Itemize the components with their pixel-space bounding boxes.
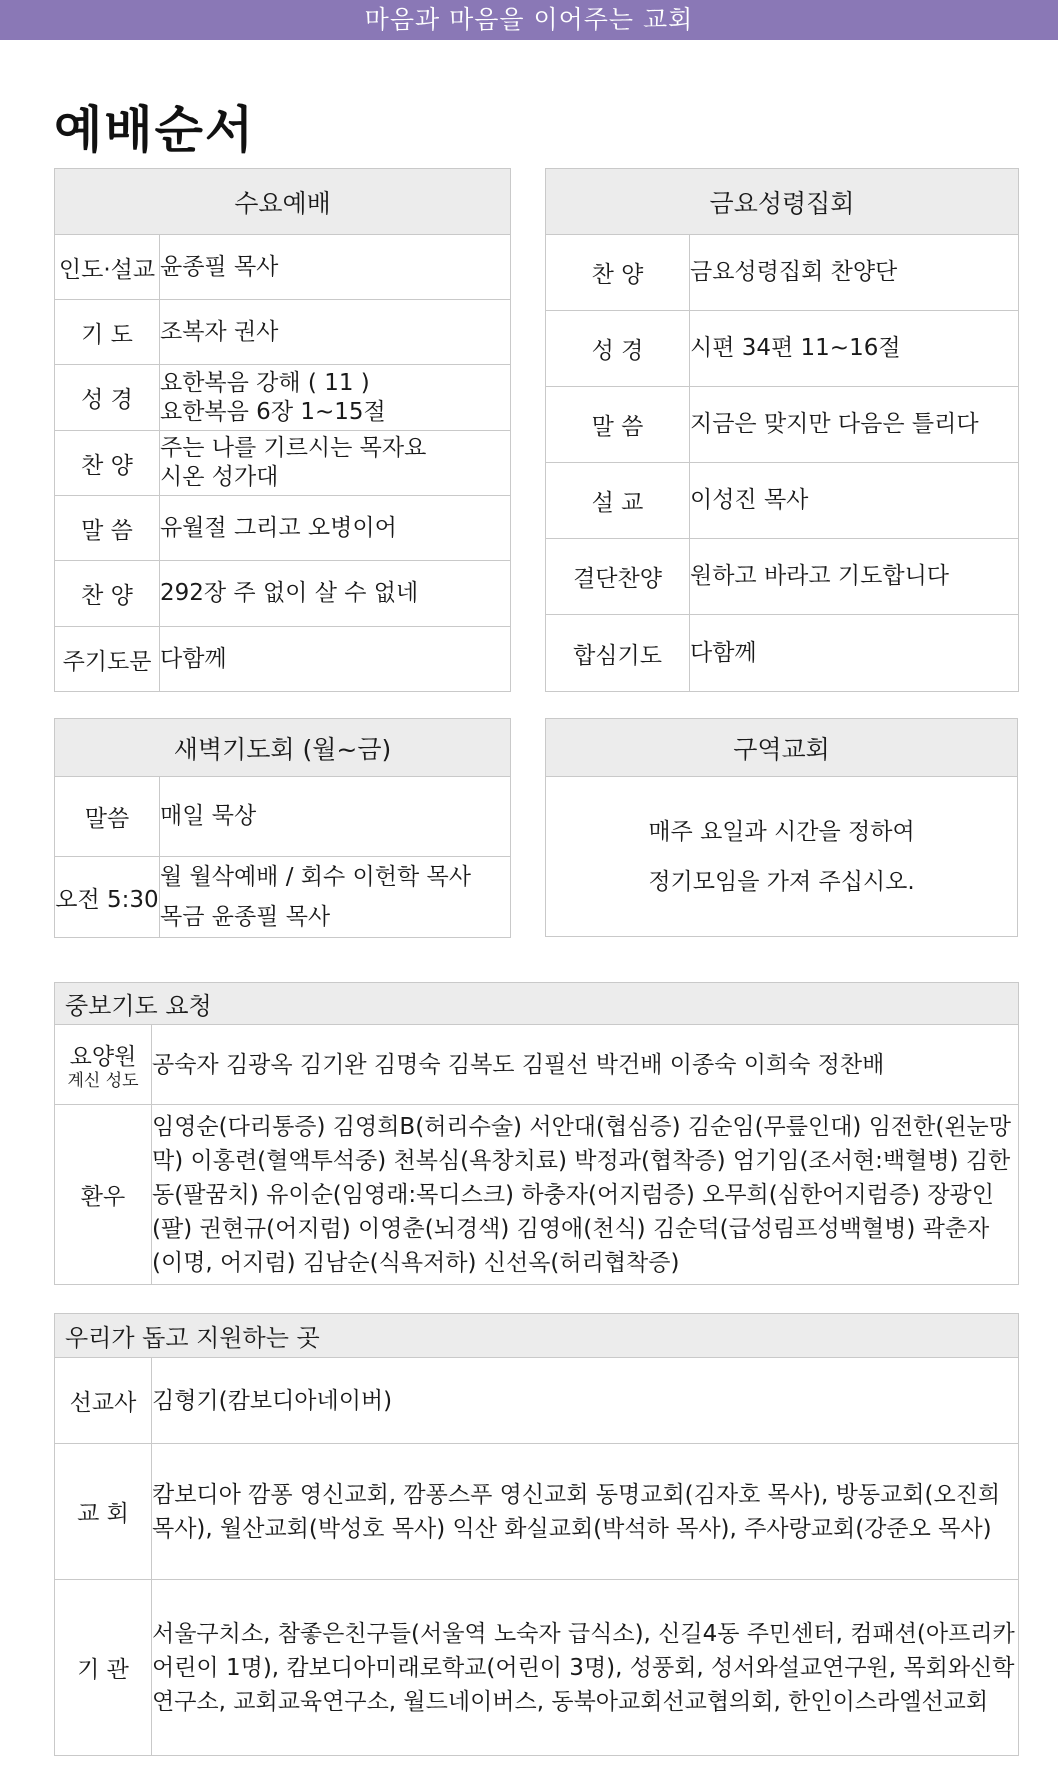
intercessory-prayer-table: [54, 982, 1019, 1285]
row-label: 환우: [55, 1105, 152, 1285]
friday-service-table: [545, 168, 1019, 692]
district-church-table: [545, 718, 1018, 937]
row-label: 찬 양: [546, 235, 690, 311]
row-value: 유월절 그리고 오병이어: [160, 496, 511, 561]
support-title: 우리가 돕고 지원하는 곳: [55, 1314, 1019, 1358]
row-value: 조복자 권사: [160, 300, 511, 365]
row-value: 주는 나를 기르시는 목자요 시온 성가대: [160, 431, 511, 496]
row-value: 시편 34편 11~16절: [690, 311, 1019, 387]
row-value: 요한복음 강해 ( 11 ) 요한복음 6장 1~15절: [160, 365, 511, 431]
row-value: 임영순(다리통증) 김영희B(허리수술) 서안대(협심증) 김순임(무릎인대) 임전한(왼눈망막) 이홍련(혈액투석중) 천복심(욕창치료) 박정과(협착증) 엄기임(조서현:백혈병) 김한동(팔꿈치) 유이순(임영래:목디스크) 하충자(어지럼증) 오무희(심한어지럼증) 장광인(팔) 권현규(어지럼) 이영춘(뇌경색) 김영애(천식) 김순덕(급성림프성백혈병) 곽춘자(이명, 어지럼) 김남순(식욕저하) 신선옥(허리협착증): [152, 1105, 1019, 1285]
dawn-prayer-table: [54, 718, 511, 938]
row-value: 다함께: [160, 627, 511, 692]
row-label: 주기도문: [55, 627, 160, 692]
prayer-title: 중보기도 요청: [55, 983, 1019, 1025]
row-label: 성 경: [55, 365, 160, 431]
row-label: 기 관: [55, 1580, 152, 1756]
row-label: 말 씀: [55, 496, 160, 561]
row-value: 다함께: [690, 615, 1019, 692]
row-value: 292장 주 없이 살 수 없네: [160, 561, 511, 627]
row-value: 서울구치소, 참좋은친구들(서울역 노숙자 급식소), 신길4동 주민센터, 컴패션(아프리카어린이 1명), 캄보디아미래로학교(어린이 3명), 성풍회, 성서와설교연구원, 목회와신학연구소, 교회교육연구소, 월드네이버스, 동북아교회선교협의회, 한인이스라엘선교회: [152, 1580, 1019, 1756]
row-value: 원하고 바라고 기도합니다: [690, 539, 1019, 615]
row-value: 공숙자 김광옥 김기완 김명숙 김복도 김필선 박건배 이종숙 이희숙 정찬배: [152, 1025, 1019, 1105]
row-value: 김형기(캄보디아네이버): [152, 1358, 1019, 1444]
row-label: 요양원 계신 성도: [55, 1025, 152, 1105]
row-label: 합심기도: [546, 615, 690, 692]
row-label: 말씀: [55, 777, 160, 857]
top-banner: 마음과 마음을 이어주는 교회: [0, 0, 1058, 40]
row-value: 이성진 목사: [690, 463, 1019, 539]
row-label: 찬 양: [55, 431, 160, 496]
row-label: 기 도: [55, 300, 160, 365]
row-label: 교 회: [55, 1444, 152, 1580]
row-value: 윤종필 목사: [160, 235, 511, 300]
district-message: 매주 요일과 시간을 정하여 정기모임을 가져 주십시오.: [546, 777, 1018, 937]
row-label: 찬 양: [55, 561, 160, 627]
wednesday-title: 수요예배: [55, 169, 511, 235]
row-value: 월 월삭예배 / 회수 이헌학 목사 목금 윤종필 목사: [160, 857, 511, 938]
row-label: 성 경: [546, 311, 690, 387]
row-label: 설 교: [546, 463, 690, 539]
support-table: [54, 1313, 1019, 1756]
row-sublabel: 계신 성도: [67, 1071, 139, 1091]
row-value: 캄보디아 깜퐁 영신교회, 깜퐁스푸 영신교회 동명교회(김자호 목사), 방동교회(오진희 목사), 월산교회(박성호 목사) 익산 화실교회(박석하 목사), 주사랑교회(강준오 목사): [152, 1444, 1019, 1580]
page-title: 예배순서: [54, 101, 256, 159]
row-label: 선교사: [55, 1358, 152, 1444]
row-value: 금요성령집회 찬양단: [690, 235, 1019, 311]
dawn-title: 새벽기도회 (월~금): [55, 719, 511, 777]
wednesday-service-table: [54, 168, 511, 692]
friday-title: 금요성령집회: [546, 169, 1019, 235]
row-label: 오전 5:30: [55, 857, 160, 938]
row-label: 말 씀: [546, 387, 690, 463]
row-label: 결단찬양: [546, 539, 690, 615]
row-value: 매일 묵상: [160, 777, 511, 857]
district-title: 구역교회: [546, 719, 1018, 777]
row-label: 인도·설교: [55, 235, 160, 300]
row-value: 지금은 맞지만 다음은 틀리다: [690, 387, 1019, 463]
